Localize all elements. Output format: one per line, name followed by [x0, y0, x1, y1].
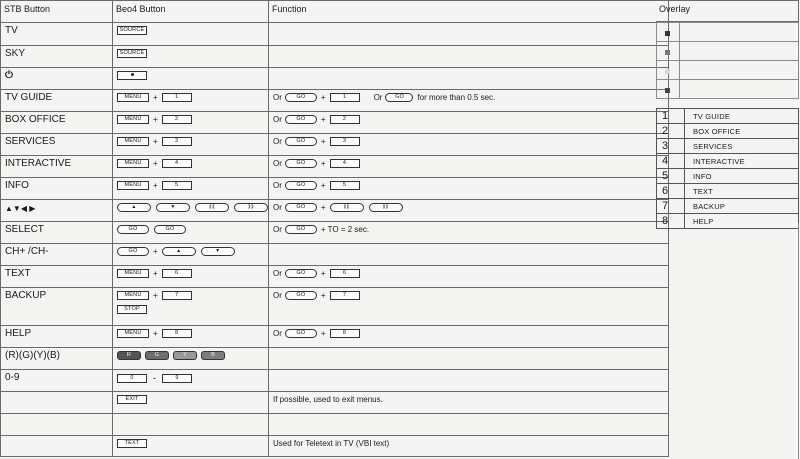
list-item — [657, 199, 799, 214]
plus-sign: + — [320, 269, 326, 278]
menu-key: MENU — [117, 329, 149, 338]
go-key: GO — [117, 247, 149, 256]
blue-square-icon — [665, 88, 670, 93]
go-key: GO — [285, 291, 317, 300]
digit-key: 4 — [162, 159, 192, 168]
exit-description: If possible, used to exit menus. — [273, 395, 383, 404]
green-key: G — [145, 351, 169, 360]
stb-label-tv: TV — [5, 25, 18, 36]
overlay-number: 2 — [657, 124, 685, 139]
digit-key: 8 — [330, 329, 360, 338]
menu-key: MENU — [117, 269, 149, 278]
or-text: Or — [273, 159, 282, 168]
or-text: Or — [273, 181, 282, 190]
table-row — [657, 61, 799, 80]
rewind-key: ⟪⟪ — [330, 203, 364, 212]
or-text: Or — [273, 329, 282, 338]
source-key: SOURCE — [117, 49, 147, 58]
or-text: Or — [273, 269, 282, 278]
overlay-number: 6 — [657, 184, 685, 199]
plus-sign: + — [153, 269, 158, 278]
stb-label-tv-guide: TV GUIDE — [5, 92, 53, 103]
overlay-header: Overlay — [656, 0, 799, 22]
overlay-color-table — [656, 22, 799, 99]
menu-key: MENU — [117, 181, 149, 190]
table-row — [1, 326, 669, 348]
beo4-header: Beo4 Button — [113, 1, 269, 23]
or-text: Or — [273, 137, 282, 146]
digit-key: 6 — [162, 269, 192, 278]
stb-label-help: HELP — [5, 328, 32, 339]
or-text: Or — [273, 93, 282, 102]
yellow-square-icon — [665, 69, 670, 74]
digit-key: 8 — [162, 329, 192, 338]
table-row — [1, 348, 669, 370]
text-key: TEXT — [117, 439, 147, 448]
digit-key: 3 — [330, 137, 360, 146]
digit-key: 6 — [330, 269, 360, 278]
digit-key: 4 — [330, 159, 360, 168]
table-row — [1, 200, 669, 222]
or-text: Or — [273, 203, 282, 212]
plus-sign: + — [153, 247, 158, 256]
overlay-label: TEXT — [685, 184, 799, 199]
go-key: GO — [285, 181, 317, 190]
plus-sign: + — [153, 93, 158, 102]
plus-sign: + — [153, 115, 158, 124]
overlay-label: INTERACTIVE — [685, 154, 799, 169]
plus-sign: + — [320, 181, 326, 190]
table-row — [1, 392, 669, 414]
digit-key: 5 — [330, 181, 360, 190]
digit-key: 3 — [162, 137, 192, 146]
stb-label-color-keys: (R)(G)(Y)(B) — [5, 350, 60, 361]
table-row — [1, 370, 669, 392]
list-item — [657, 124, 799, 139]
plus-sign: + — [320, 115, 326, 124]
go-key: GO — [285, 137, 317, 146]
arrow-up-key: ▲ — [162, 247, 196, 256]
table-row — [1, 414, 669, 436]
power-icon: ⏻ — [5, 70, 13, 81]
plus-sign: + — [153, 181, 158, 190]
plus-sign: + — [320, 93, 326, 102]
plus-sign: + — [153, 291, 158, 300]
table-row — [1, 244, 669, 266]
table-row — [1, 46, 669, 68]
overlay-number: 1 — [657, 109, 685, 124]
list-item — [657, 139, 799, 154]
yellow-key: Y — [173, 351, 197, 360]
digit-key: 7 — [330, 291, 360, 300]
hold-duration-text: for more than 0.5 sec. — [417, 93, 496, 102]
overlay-label: INFO — [685, 169, 799, 184]
plus-sign: + — [320, 203, 326, 212]
table-row — [1, 156, 669, 178]
stb-label-backup: BACKUP — [5, 290, 47, 301]
teletext-description: Used for Teletext in TV (VBI text) — [273, 439, 390, 448]
arrow-down-key: ▼ — [201, 247, 235, 256]
range-dash: - — [153, 373, 156, 383]
go-key: GO — [154, 225, 186, 234]
menu-key: MENU — [117, 137, 149, 146]
digit-key: 1 — [162, 93, 192, 102]
table-row — [1, 112, 669, 134]
stop-key: STOP — [117, 305, 147, 314]
stb-label-channel: CH+ /CH- — [5, 246, 49, 257]
plus-sign: + — [320, 159, 326, 168]
go-key: GO — [117, 225, 149, 234]
go-key: GO — [385, 93, 413, 102]
go-key: GO — [285, 159, 317, 168]
go-key: GO — [285, 203, 317, 212]
overlay-number: 8 — [657, 214, 685, 229]
arrow-up-key: ▲ — [117, 203, 151, 212]
go-key: GO — [285, 93, 317, 102]
dot-key — [117, 71, 147, 80]
hold-duration-text: + TO = 2 sec. — [320, 225, 370, 234]
stb-label-info: INFO — [5, 180, 29, 191]
table-row — [1, 90, 669, 112]
list-item — [657, 154, 799, 169]
overlay-empty-area — [656, 223, 799, 459]
stb-label-text: TEXT — [5, 268, 31, 279]
digit-key: 2 — [330, 115, 360, 124]
stb-label-services: SERVICES — [5, 136, 56, 147]
source-key: SOURCE — [117, 26, 147, 35]
green-square-icon — [665, 50, 670, 55]
go-key: GO — [285, 225, 317, 234]
list-item — [657, 109, 799, 124]
overlay-label: HELP — [685, 214, 799, 229]
table-row — [1, 68, 669, 90]
plus-sign: + — [153, 137, 158, 146]
table-row — [657, 42, 799, 61]
digit-key: 0 — [117, 374, 147, 383]
overlay-label: BOX OFFICE — [685, 124, 799, 139]
forward-key: ⟫⟫ — [234, 203, 268, 212]
go-key: GO — [285, 115, 317, 124]
or-text: Or — [373, 93, 383, 102]
menu-key: MENU — [117, 93, 149, 102]
table-row — [1, 23, 669, 46]
list-item — [657, 184, 799, 199]
table-row — [1, 222, 669, 244]
plus-sign: + — [320, 137, 326, 146]
blue-key: B — [201, 351, 225, 360]
table-row — [657, 80, 799, 99]
table-row — [1, 436, 669, 457]
exit-key: EXIT — [117, 395, 147, 404]
overlay-label: BACKUP — [685, 199, 799, 214]
table-row — [1, 178, 669, 200]
overlay-label: TV GUIDE — [685, 109, 799, 124]
menu-key: MENU — [117, 291, 149, 300]
plus-sign: + — [153, 159, 158, 168]
or-text: Or — [273, 225, 282, 234]
digit-key: 5 — [162, 181, 192, 190]
go-key: GO — [285, 269, 317, 278]
digit-key: 1 — [330, 93, 360, 102]
plus-sign: + — [320, 329, 326, 338]
stb-label-interactive: INTERACTIVE — [5, 158, 72, 169]
overlay-number: 3 — [657, 139, 685, 154]
rewind-key: ⟪⟪ — [195, 203, 229, 212]
digit-key: 7 — [162, 291, 192, 300]
function-header: Function — [269, 1, 669, 23]
header-row — [1, 1, 669, 23]
digit-key: 2 — [162, 115, 192, 124]
digit-key: 9 — [162, 374, 192, 383]
table-row — [657, 23, 799, 42]
overlay-number: 4 — [657, 154, 685, 169]
plus-sign: + — [320, 291, 326, 300]
table-row — [1, 266, 669, 288]
go-key: GO — [285, 329, 317, 338]
overlay-label: SERVICES — [685, 139, 799, 154]
stb-header: STB Button — [1, 1, 113, 23]
red-key: R — [117, 351, 141, 360]
arrow-down-key: ▼ — [156, 203, 190, 212]
overlay-number-list — [656, 108, 799, 229]
table-row — [1, 134, 669, 156]
overlay-number: 7 — [657, 199, 685, 214]
stb-label-sky: SKY — [5, 48, 26, 59]
or-text: Or — [273, 291, 282, 300]
arrow-keys-icon: ▲▼◀ ▶ — [5, 204, 36, 213]
stb-label-select: SELECT — [5, 224, 44, 235]
list-item — [657, 169, 799, 184]
or-text: Or — [273, 115, 282, 124]
stb-label-box-office: BOX OFFICE — [5, 114, 66, 125]
overlay-number: 5 — [657, 169, 685, 184]
menu-key: MENU — [117, 159, 149, 168]
forward-key: ⟫⟫ — [369, 203, 403, 212]
stb-label-digits: 0-9 — [5, 372, 20, 383]
red-square-icon — [665, 31, 670, 36]
menu-key: MENU — [117, 115, 149, 124]
table-row — [1, 288, 669, 326]
plus-sign: + — [153, 329, 158, 338]
